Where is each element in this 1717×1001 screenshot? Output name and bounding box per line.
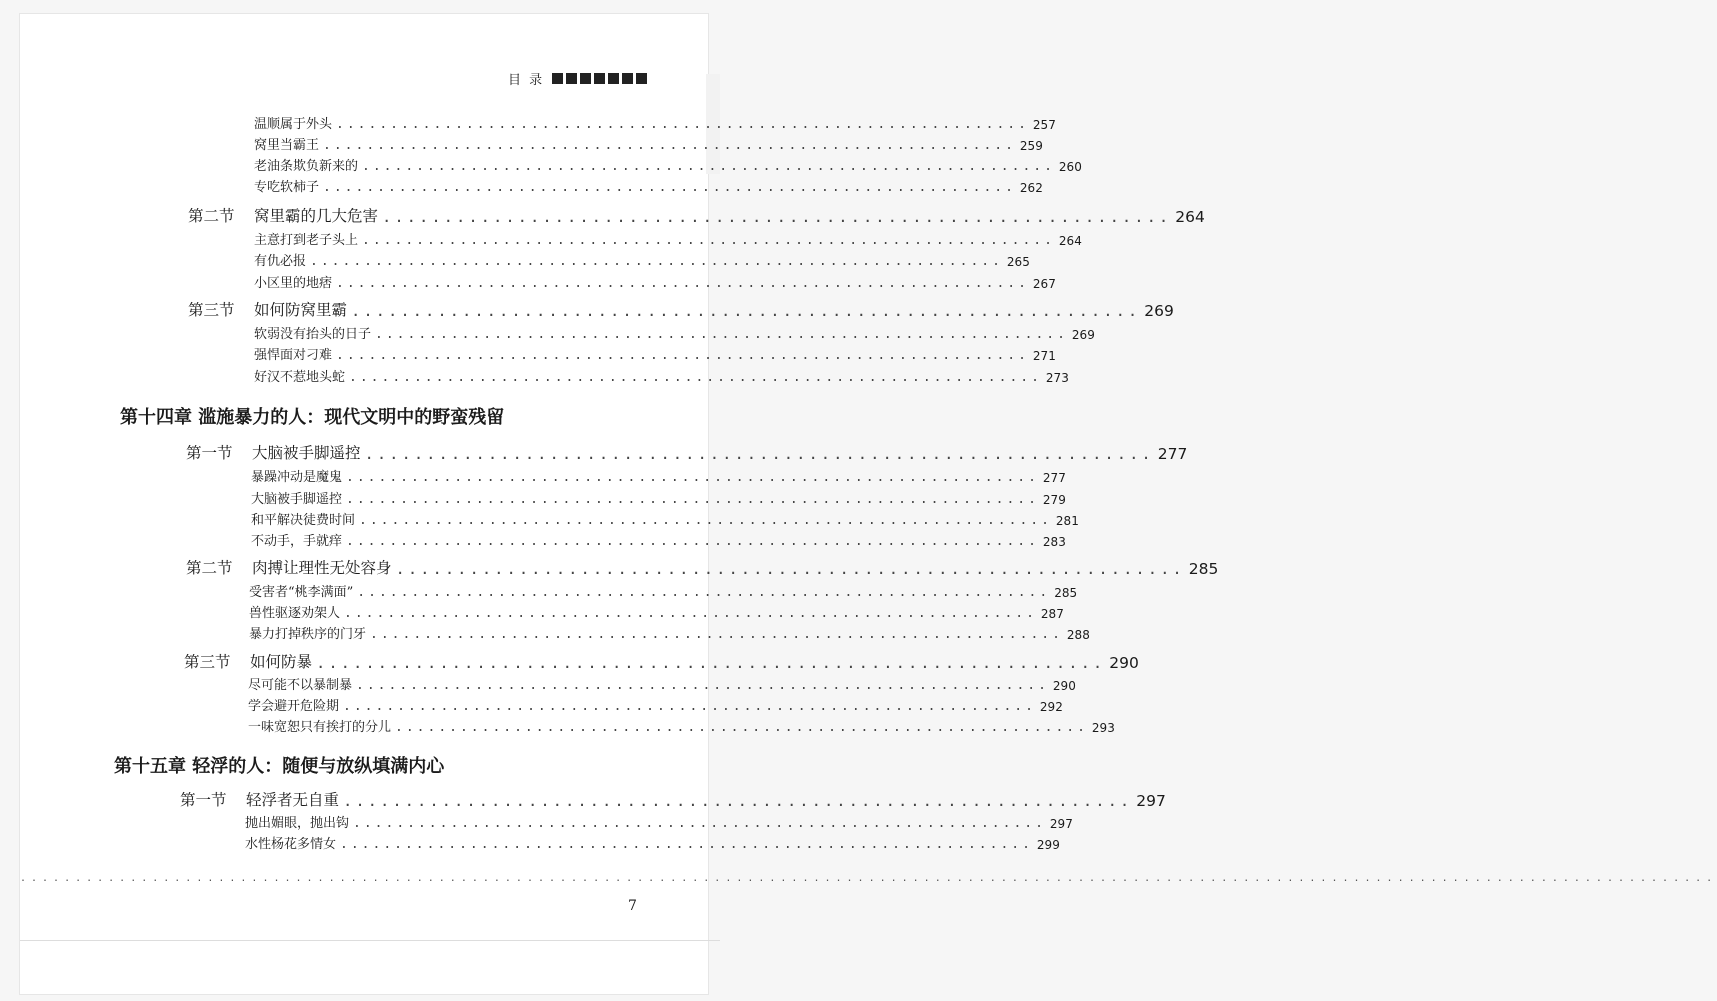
header-block-icon xyxy=(622,73,633,84)
leader-dots: ................................................................ xyxy=(349,370,1042,385)
toc-section[interactable] xyxy=(186,441,1188,463)
section-title: 肉搏让理性无处容身 xyxy=(252,559,392,577)
toc-entry[interactable] xyxy=(254,344,1056,363)
leader-dots: ................................................................ xyxy=(362,233,1055,248)
page-number: 7 xyxy=(628,898,637,914)
toc-page-number: 299 xyxy=(1036,838,1060,852)
section-label: 第三节 xyxy=(184,653,231,671)
toc-entry-title: 大脑被手脚遥控 xyxy=(251,492,343,507)
toc-page-number: 285 xyxy=(1188,560,1219,578)
running-header xyxy=(508,68,720,88)
toc-page-number: 279 xyxy=(1042,493,1066,507)
section-title: 窝里霸的几大危害 xyxy=(254,207,379,225)
section-title: 大脑被手脚遥控 xyxy=(252,444,361,462)
toc-entry-title: 小区里的地痞 xyxy=(254,276,333,291)
toc-page-number: 297 xyxy=(1136,792,1166,810)
header-block-icon xyxy=(608,73,619,84)
section-label: 第三节 xyxy=(188,301,235,319)
toc-entry[interactable] xyxy=(249,602,1064,621)
leader-dots: ................................................................ xyxy=(336,276,1029,291)
toc-entry[interactable] xyxy=(249,623,1090,642)
leader-dots: ................................................................ xyxy=(323,138,1016,153)
toc-entry-title: 暴躁冲动是魔鬼 xyxy=(251,470,343,485)
toc-entry[interactable] xyxy=(254,134,1043,153)
toc-entry-title: 主意打到老子头上 xyxy=(254,233,359,248)
toc-page-number: 269 xyxy=(1144,302,1174,320)
toc-entry-title: 好汉不惹地头蛇 xyxy=(254,370,346,385)
toc-page-number: 264 xyxy=(1058,234,1082,248)
toc-entry-title: 学会避开危险期 xyxy=(248,699,340,714)
toc-page-number: 287 xyxy=(1040,607,1064,621)
leader-dots: ................................................................ xyxy=(346,492,1039,507)
chapter-heading[interactable]: 第十四章 滥施暴力的人：现代文明中的野蛮残留 xyxy=(120,407,505,428)
toc-entry-title: 一味宽恕只有挨打的分儿 xyxy=(248,720,392,735)
leader-dots: ................................................................ xyxy=(323,180,1016,195)
leader-dots: ................................................................ xyxy=(395,720,1088,735)
toc-entry[interactable] xyxy=(251,530,1066,549)
section-label: 第一节 xyxy=(186,444,233,462)
toc-entry-title: 温顺属于外头 xyxy=(254,117,333,132)
leader-dots: ................................................................ xyxy=(359,513,1052,528)
toc-entry[interactable] xyxy=(249,581,1078,600)
toc-section[interactable] xyxy=(188,298,1174,320)
toc-entry-title: 强悍面对刁难 xyxy=(254,348,333,363)
leader-dots: ................................................................ xyxy=(375,327,1068,342)
toc-entry[interactable] xyxy=(254,366,1069,385)
toc-section[interactable] xyxy=(188,204,1205,226)
toc-entry[interactable] xyxy=(254,113,1056,132)
toc-page-number: 281 xyxy=(1055,514,1079,528)
toc-entry[interactable] xyxy=(251,509,1079,528)
toc-entry[interactable] xyxy=(245,812,1073,831)
toc-page-number: 283 xyxy=(1042,535,1066,549)
leader-dots: ................................................................ xyxy=(336,117,1029,132)
toc-section[interactable] xyxy=(184,650,1139,672)
toc-page-number: 267 xyxy=(1032,277,1056,291)
toc-page-number: 292 xyxy=(1039,700,1063,714)
leader-dots: ................................................................ xyxy=(336,348,1029,363)
toc-entry[interactable] xyxy=(251,466,1066,485)
leader-dots: ................................................................ xyxy=(351,302,1141,320)
toc-page-number: 259 xyxy=(1019,139,1043,153)
leader-dots: ................................................................ xyxy=(340,837,1033,852)
leader-dots: ................................................................ xyxy=(316,654,1106,672)
toc-page-number: 262 xyxy=(1019,181,1043,195)
toc-entry[interactable] xyxy=(254,272,1056,291)
leader-dots: ................................................................ xyxy=(343,792,1133,810)
toc-page-number: 260 xyxy=(1058,160,1082,174)
toc-entry-title: 专吃软柿子 xyxy=(254,180,320,195)
toc-entry-title: 水性杨花多情女 xyxy=(245,837,337,852)
toc-section[interactable] xyxy=(186,556,1219,578)
toc-entry-title: 暴力打掉秩序的门牙 xyxy=(249,627,367,642)
toc-page-number: 273 xyxy=(1045,371,1069,385)
toc-page-number: 271 xyxy=(1032,349,1056,363)
header-block-icon xyxy=(636,73,647,84)
leader-dots: ................................................................ xyxy=(344,606,1037,621)
header-block-icon xyxy=(580,73,591,84)
header-block-icon xyxy=(552,73,563,84)
toc-entry[interactable] xyxy=(254,155,1082,174)
toc-entry-title: 有仇必报 xyxy=(254,254,307,269)
toc-page-number: 290 xyxy=(1109,654,1139,672)
leader-dots: ................................................................ xyxy=(343,699,1036,714)
leader-dots: ................................................................ xyxy=(364,445,1154,463)
leader-dots: ................................................................ xyxy=(346,534,1039,549)
leader-dots: ................................................................ xyxy=(310,254,1003,269)
leader-dots: ................................................................ xyxy=(356,678,1049,693)
leader-dots: ................................................................ xyxy=(382,208,1172,226)
toc-page-number: 264 xyxy=(1175,208,1205,226)
toc-page-number: 265 xyxy=(1006,255,1030,269)
section-label: 第一节 xyxy=(180,791,227,809)
toc-page-number: 290 xyxy=(1052,679,1076,693)
toc-entry[interactable] xyxy=(248,695,1063,714)
header-block-icon xyxy=(594,73,605,84)
toc-page-number: 288 xyxy=(1066,628,1090,642)
leader-dots: ................................................................ xyxy=(346,470,1039,485)
leader-dots: ................................................................ xyxy=(362,159,1055,174)
chapter-heading[interactable]: 第十五章 轻浮的人：随便与放纵填满内心 xyxy=(114,756,445,777)
toc-entry-title: 尽可能不以暴制暴 xyxy=(248,678,353,693)
toc-entry[interactable] xyxy=(248,674,1076,693)
toc-entry-title: 软弱没有抬头的日子 xyxy=(254,327,372,342)
toc-entry-title: 受害者“桃李满面” xyxy=(249,585,354,600)
leader-dots: ................................................................ xyxy=(357,585,1051,600)
toc-entry-title: 不动手，手就痒 xyxy=(251,534,343,549)
section-label: 第二节 xyxy=(186,559,233,577)
footer-dotted-rule: .......................................................................................................................................................... xyxy=(20,873,1717,884)
toc-entry-title: 兽性驱逐劝架人 xyxy=(249,606,341,621)
section-title: 如何防窝里霸 xyxy=(254,301,348,319)
toc-page-number: 297 xyxy=(1049,817,1073,831)
toc-entry[interactable] xyxy=(251,488,1066,507)
toc-entry[interactable] xyxy=(254,323,1095,342)
leader-dots: ................................................................ xyxy=(353,816,1046,831)
section-title: 轻浮者无自重 xyxy=(246,791,340,809)
section-title: 如何防暴 xyxy=(250,653,313,671)
toc-page-number: 277 xyxy=(1157,445,1188,463)
toc-entry-title: 老油条欺负新来的 xyxy=(254,159,359,174)
toc-entry-title: 窝里当霸王 xyxy=(254,138,320,153)
toc-entry[interactable] xyxy=(254,250,1030,269)
toc-entry[interactable] xyxy=(245,833,1060,852)
toc-page-number: 285 xyxy=(1054,586,1078,600)
toc-entry[interactable] xyxy=(254,229,1082,248)
toc-entry[interactable] xyxy=(248,716,1115,735)
header-label: 目 录 xyxy=(508,72,545,88)
toc-page-number: 277 xyxy=(1042,471,1066,485)
leader-dots: ................................................................ xyxy=(370,627,1063,642)
page-edge-line xyxy=(20,940,720,941)
toc-page-number: 293 xyxy=(1091,721,1115,735)
toc-page-number: 257 xyxy=(1032,118,1056,132)
header-block-icon xyxy=(566,73,577,84)
toc-entry[interactable] xyxy=(254,176,1043,195)
toc-page-number: 269 xyxy=(1071,328,1095,342)
toc-entry-title: 和平解决徒费时间 xyxy=(251,513,356,528)
section-label: 第二节 xyxy=(188,207,235,225)
leader-dots: ................................................................ xyxy=(395,560,1185,578)
toc-entry-title: 抛出媚眼，抛出钩 xyxy=(245,816,350,831)
toc-section[interactable] xyxy=(180,788,1166,810)
